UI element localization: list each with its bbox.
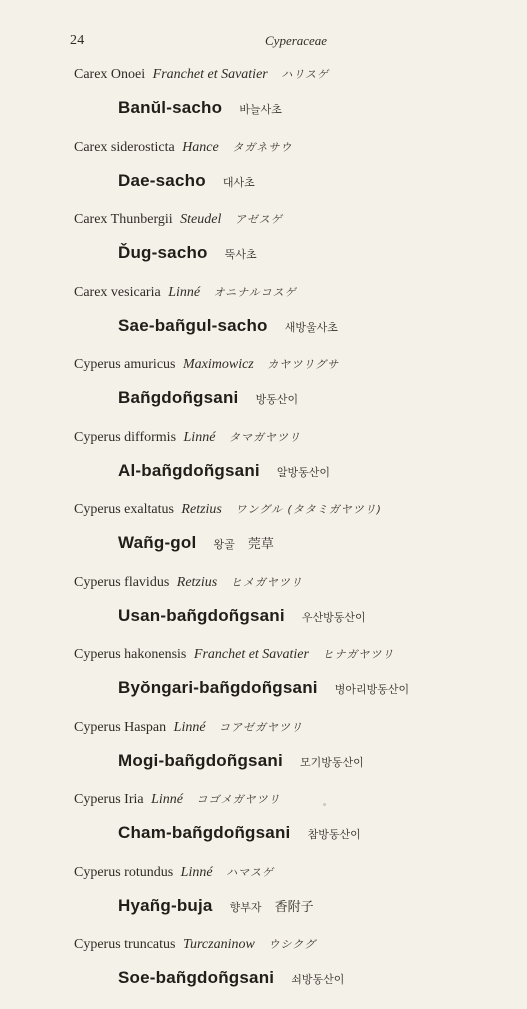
hangul-name: 왕골 (213, 538, 235, 551)
author-citation: Hance (182, 139, 219, 155)
romanized-korean-name: Usan-bañgdoñgsani (118, 605, 285, 625)
hangul-name: 향부자 (229, 900, 262, 914)
list-item (74, 791, 514, 864)
author-citation: Linné (173, 719, 206, 735)
author-citation: Franchet et Savatier (152, 67, 268, 82)
korean-name-line (118, 605, 366, 629)
japanese-name: タガネサウ (232, 140, 293, 154)
japanese-name: ヒナガヤツリ (322, 648, 395, 661)
list-item (74, 429, 514, 502)
scientific-name: Cyperus difformis (74, 429, 177, 445)
list-item (74, 646, 514, 719)
list-item (74, 501, 514, 574)
japanese-name: ハリスゲ (281, 68, 330, 81)
korean-name-line (118, 967, 344, 991)
author-citation: Linné (168, 284, 201, 300)
author-citation: Steudel (180, 212, 222, 227)
romanized-korean-name: Dae-sacho (118, 170, 206, 190)
species-list (74, 66, 514, 1009)
romanized-korean-name: Cham-bañgdoñgsani (118, 823, 291, 842)
korean-name-line (118, 170, 255, 194)
list-item (74, 936, 514, 1009)
hangul-name: 모기방동산이 (299, 755, 364, 769)
hangul-name: 방동산이 (255, 393, 299, 406)
hangul-name: 바늘사초 (239, 103, 282, 116)
author-citation: Linné (151, 792, 183, 807)
scientific-name-line (74, 574, 303, 592)
korean-name-line (118, 460, 330, 484)
list-item (74, 66, 514, 139)
korean-name-line (118, 97, 282, 121)
japanese-name: オニナルコスゲ (213, 285, 297, 299)
scientific-name-line (74, 501, 382, 519)
korean-name-line (118, 242, 257, 266)
author-citation: Turczaninow (182, 937, 255, 952)
scientific-name: Cyperus Iria (74, 792, 144, 807)
scientific-name-line (74, 791, 280, 809)
hangul-name: 대사초 (222, 175, 255, 189)
scientific-name-line (74, 66, 329, 84)
hanja-name: 莞草 (247, 537, 274, 552)
author-citation: Linné (183, 429, 216, 445)
scientific-name: Carex siderosticta (74, 139, 175, 155)
scientific-name: Cyperus rotundus (74, 864, 174, 880)
list-item (74, 356, 514, 429)
hangul-name: 참방동산이 (307, 828, 361, 841)
list-item (74, 574, 514, 647)
hangul-name: 병아리방동산이 (334, 683, 410, 696)
scientific-name: Carex Thunbergii (74, 212, 173, 227)
romanized-korean-name: Bañgdoñgsani (118, 388, 239, 407)
print-speck (323, 803, 326, 806)
korean-name-line (118, 315, 338, 339)
scientific-name: Cyperus Haspan (74, 719, 167, 735)
author-citation: Franchet et Savatier (193, 647, 309, 662)
romanized-korean-name: Hyañg-buja (118, 895, 213, 915)
scientific-name-line (74, 139, 292, 157)
scientific-name: Cyperus amuricus (74, 357, 176, 372)
romanized-korean-name: Banŭl-sacho (118, 98, 223, 117)
running-head: Cyperaceae (265, 33, 328, 48)
list-item (74, 139, 514, 212)
romanized-korean-name: Byŏngari-bañgdoñgsani (118, 678, 318, 697)
hangul-name: 알방동산이 (276, 465, 331, 479)
page-header (70, 33, 479, 53)
scientific-name-line (74, 936, 316, 954)
korean-name-line (118, 895, 314, 919)
romanized-korean-name: Soe-bañgdoñgsani (118, 968, 275, 987)
author-citation: Retzius (181, 502, 222, 517)
korean-name-line (118, 387, 298, 411)
japanese-name: ハマスゲ (226, 865, 275, 879)
romanized-korean-name: Sae-bañgul-sacho (118, 315, 268, 335)
romanized-korean-name: Al-bañgdoñgsani (118, 460, 260, 480)
korean-name-line (118, 677, 409, 701)
author-citation: Retzius (176, 574, 218, 590)
japanese-name: カヤツリグサ (267, 358, 340, 371)
japanese-name: ワングル (タタミガヤツリ) (235, 503, 382, 516)
list-item (74, 284, 514, 357)
scientific-name-line (74, 646, 394, 664)
author-citation: Linné (180, 864, 213, 880)
japanese-name: コアゼガヤツリ (219, 720, 303, 734)
scientific-name: Carex Onoei (74, 67, 146, 82)
hangul-name: 쇠방동산이 (291, 973, 345, 986)
korean-name-line (118, 532, 274, 556)
japanese-name: タマガヤツリ (228, 430, 301, 444)
author-citation: Maximowicz (182, 357, 254, 372)
japanese-name: コゴメガヤツリ (196, 793, 281, 806)
japanese-name: ヒメガヤツリ (230, 575, 303, 589)
scientific-name: Cyperus flavidus (74, 574, 170, 590)
list-item (74, 719, 514, 792)
scientific-name: Cyperus exaltatus (74, 502, 174, 517)
scientific-name-line (74, 864, 274, 882)
hangul-name: 새방울사초 (284, 320, 338, 334)
hanja-name: 香附子 (274, 899, 314, 915)
page-number: 24 (70, 33, 85, 48)
hangul-name: 우산방동산이 (301, 610, 366, 624)
scientific-name-line (74, 719, 303, 737)
hangul-name: 뚝사초 (224, 248, 257, 261)
romanized-korean-name: Wañg-gol (118, 533, 197, 552)
scientific-name-line (74, 211, 283, 229)
scientific-name: Cyperus hakonensis (74, 647, 187, 662)
korean-name-line (118, 750, 364, 774)
scientific-name-line (74, 284, 297, 302)
romanized-korean-name: Ďug-sacho (118, 243, 208, 262)
scientific-name: Cyperus truncatus (74, 937, 176, 952)
romanized-korean-name: Mogi-bañgdoñgsani (118, 750, 283, 770)
list-item (74, 211, 514, 284)
scientific-name-line (74, 356, 339, 374)
japanese-name: アゼスゲ (234, 213, 283, 226)
list-item (74, 864, 514, 937)
japanese-name: ウシクグ (268, 938, 317, 951)
korean-name-line (118, 822, 361, 846)
scientific-name-line (74, 429, 301, 447)
scientific-name: Carex vesicaria (74, 284, 161, 300)
